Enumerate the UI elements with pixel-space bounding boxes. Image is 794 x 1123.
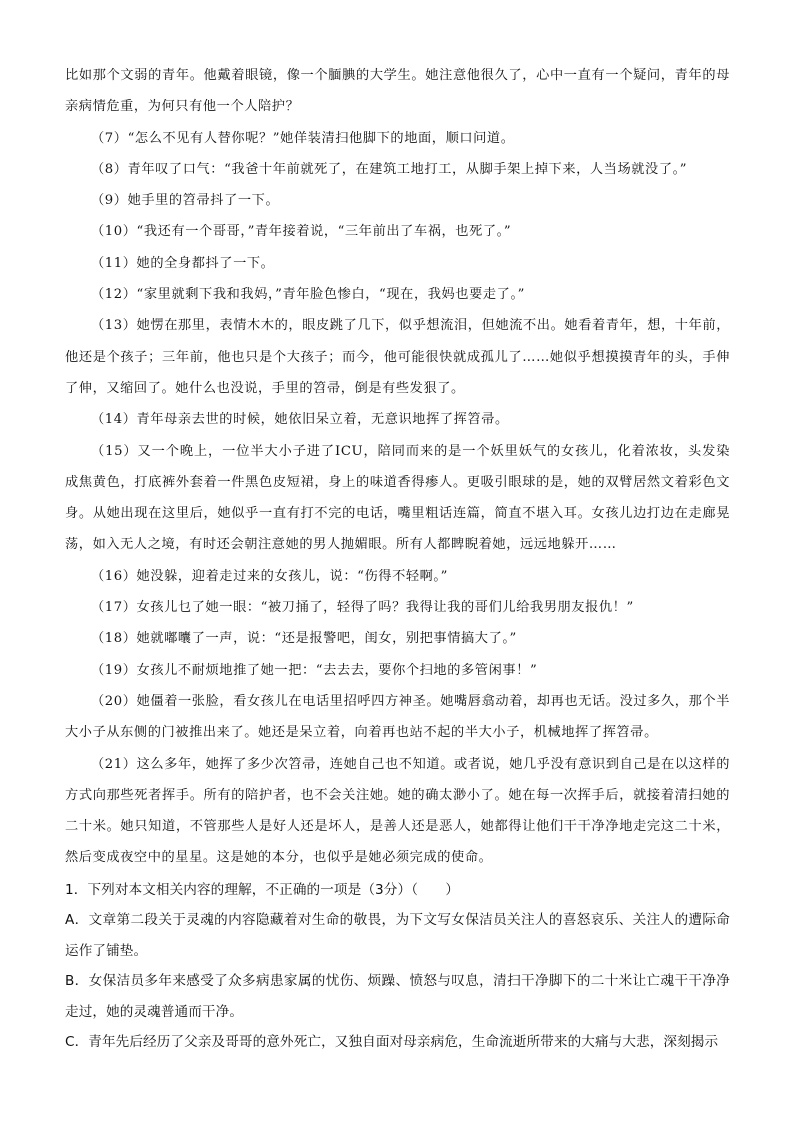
passage-paragraph-21: （21）这么多年，她挥了多少次笤帚，连她自己也不知道。或者说，她几乎没有意识到自己是在以这样的方式向那些死者挥手。所有的陪护者，也不会关注她。她的确太渺小了。她在每一次挥手后，就接着清扫她的二十米。她只知道，不管那些人是好人还是坏人，是善人还是恶人，她都得让他们干干净净地走完这二十米，然后变成夜空中的星星。这是她的本分，也似乎是她必须完成的使命。 (65, 756, 730, 866)
passage-paragraph-15: （15）又一个晚上，一位半大小子进了ICU，陪同而来的是一个妖里妖气的女孩儿，化着浓妆，头发染成焦黄色，打底裤外套着一件黑色皮短裙，身上的味道香得瘆人。更吸引眼球的是，她的双臂居然文着彩色文身。从她出现在这里后，她似乎一直有打不完的电话，嘴里粗话连篇，简直不堪入耳。女孩儿边打边在走廊晃荡，如入无人之境，有时还会朝注意她的男人抛媚眼。所有人都睥睨着她，远远地躲开…… (65, 443, 730, 553)
passage-paragraph-16: （16）她没躲，迎着走过来的女孩儿，说：“伤得不轻啊。” (91, 568, 448, 584)
passage-paragraph-intro: 比如那个文弱的青年。他戴着眼镜，像一个腼腆的大学生。她注意他很久了，心中一直有一个疑问，青年的母亲病情危重，为何只有他一个人陪护？ (65, 68, 730, 115)
passage-paragraph-12: （12）“家里就剩下我和我妈，”青年脸色惨白，“现在，我妈也要走了。” (91, 287, 525, 303)
passage-paragraph-13: （13）她愣在那里，表情木木的，眼皮跳了几下，似乎想流泪，但她流不出。她看着青年，想，十年前，他还是个孩子；三年前，他也只是个大孩子；而今，他可能很快就成孤儿了……她似乎想摸摸青年的头，手伸了伸，又缩回了。她什么也没说，手里的笤帚，倒是有些发狠了。 (65, 318, 730, 396)
document-content (65, 60, 730, 1058)
passage-paragraph-11: （11）她的全身都抖了一下。 (91, 255, 275, 271)
passage-paragraph-20: （20）她僵着一张脸，看女孩儿在电话里招呼四方神圣。她嘴唇翕动着，却再也无话。没过多久，那个半大小子从东侧的门被推出来了。她还是呆立着，向着再也站不起的半大小子，机械地挥了挥笤帚。 (65, 693, 730, 741)
passage-paragraph-14: （14）青年母亲去世的时候，她依旧呆立着，无意识地挥了挥笤帚。 (91, 412, 509, 428)
passage-paragraph-8: （8）青年叹了口气：“我爸十年前就死了，在建筑工地打工，从脚手架上掉下来，人当场就没了。” (91, 161, 688, 177)
question-1-option-b: B．女保洁员多年来感受了众多病患家属的忧伤、烦躁、愤怒与叹息，清扫干净脚下的二十米让亡魂干干净净走过，她的灵魂普通而干净。 (65, 973, 730, 1020)
question-1-stem: 1．下列对本文相关内容的理解，不正确的一项是（3分）（ ） (65, 881, 460, 898)
passage-paragraph-7: （7）“怎么不见有人替你呢？”她佯装清扫他脚下的地面，顺口问道。 (91, 130, 515, 146)
question-block (65, 875, 730, 1058)
passage-paragraph-18: （18）她就嘟囔了一声，说：“还是报警吧，闺女，别把事情搞大了。” (91, 631, 517, 647)
question-1-option-c: C．青年先后经历了父亲及哥哥的意外死亡，又独自面对母亲病危，生命流逝所带来的大痛与大悲，深刻揭示 (65, 1034, 719, 1051)
passage-paragraph-10: （10）“我还有一个哥哥，”青年接着说，“三年前出了车祸，也死了。” (91, 224, 512, 240)
passage-paragraph-17: （17）女孩儿乜了她一眼：“被刀捅了，轻得了吗？我得让我的哥们儿给我男朋友报仇！” (91, 600, 634, 616)
question-1-option-a: A．文章第二段关于灵魂的内容隐藏着对生命的敬畏，为下文写女保洁员关注人的喜怒哀乐、关注人的遭际命运作了铺垫。 (65, 912, 730, 959)
passage-paragraph-9: （9）她手里的笤帚抖了一下。 (91, 193, 280, 209)
passage-paragraph-19: （19）女孩儿不耐烦地推了她一把：“去去去，要你个扫地的多管闲事！” (91, 662, 538, 678)
